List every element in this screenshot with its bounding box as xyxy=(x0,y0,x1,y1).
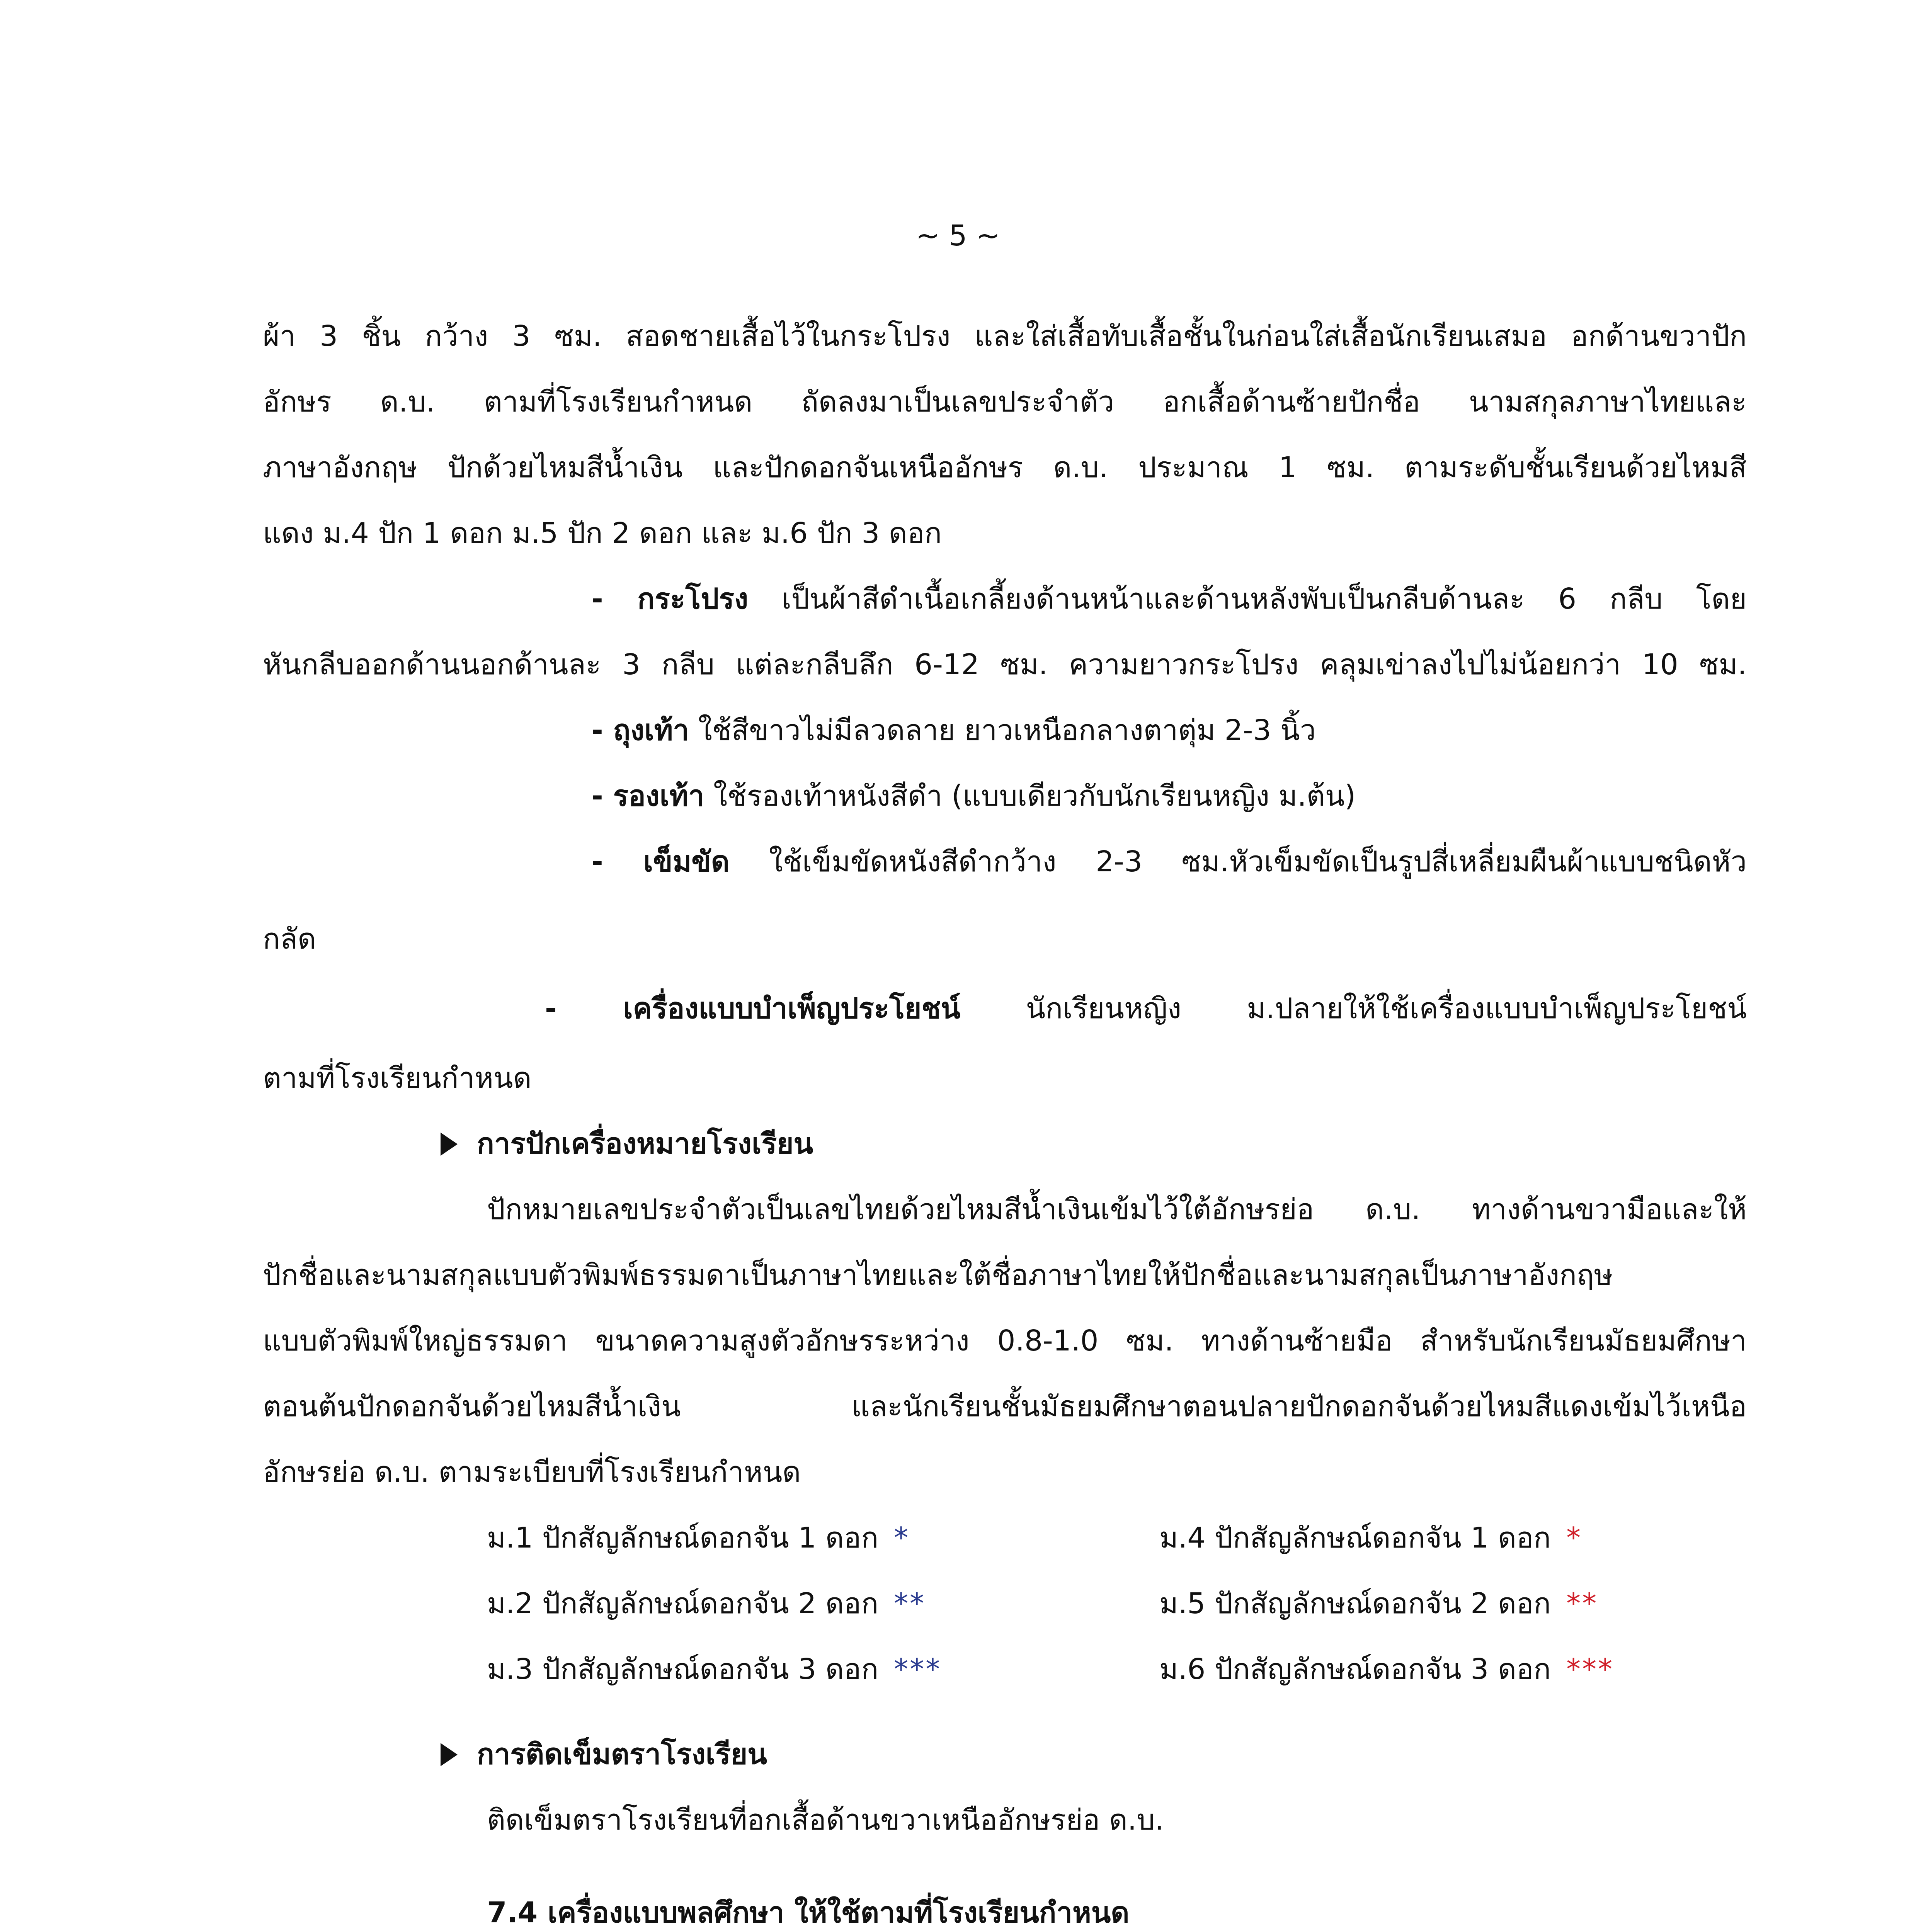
star-row-m6 xyxy=(1159,1650,1614,1689)
badge-heading-text: การติดเข็มตราโรงเรียน xyxy=(477,1738,767,1771)
socks-item xyxy=(591,711,1316,750)
star-row-text: ม.6 ปักสัญลักษณ์ดอกจัน 3 ดอก xyxy=(1159,1653,1551,1686)
blue-stars: * xyxy=(894,1521,910,1554)
badge-heading xyxy=(441,1735,767,1774)
paragraph-line: ตามที่โรงเรียนกำหนด xyxy=(263,1061,532,1095)
star-row-text: ม.3 ปักสัญลักษณ์ดอกจัน 3 ดอก xyxy=(487,1653,879,1686)
star-row-m4 xyxy=(1159,1519,1582,1557)
shoes-label: - รองเท้า xyxy=(591,779,704,813)
paragraph-line: ตอนต้นปักดอกจันด้วยไหมสีน้ำเงิน และนักเรียนชั้นมัธยมศึกษาตอนปลายปักดอกจันด้วยไหมสีแดงเข้มไว้เหนือ xyxy=(263,1390,1747,1423)
star-row-text: ม.1 ปักสัญลักษณ์ดอกจัน 1 ดอก xyxy=(487,1521,879,1554)
paragraph-line: กลัด xyxy=(263,922,316,956)
paragraph-line: ติดเข็มตราโรงเรียนที่อกเสื้อด้านขวาเหนืออักษรย่อ ด.บ. xyxy=(487,1803,1164,1837)
socks-text: ใช้สีขาวไม่มีลวดลาย ยาวเหนือกลางตาตุ่ม 2-3 นิ้ว xyxy=(689,714,1316,747)
blue-stars: *** xyxy=(894,1653,942,1686)
paragraph-line: ผ้า 3 ชิ้น กว้าง 3 ซม. สอดชายเสื้อไว้ในกระโปรง และใส่เสื้อทับเสื้อชั้นในก่อนใส่เสื้อนักเรียนเสมอ อกด้านขวาปัก xyxy=(263,320,1747,353)
star-row-text: ม.4 ปักสัญลักษณ์ดอกจัน 1 ดอก xyxy=(1159,1521,1551,1554)
paragraph-line: ปักหมายเลขประจำตัวเป็นเลขไทยด้วยไหมสีน้ำเงินเข้มไว้ใต้อักษรย่อ ด.บ. ทางด้านขวามือและให้ xyxy=(487,1193,1747,1226)
star-row-m2 xyxy=(487,1584,926,1623)
red-stars: ** xyxy=(1566,1587,1598,1620)
belt-label: - เข็มขัด xyxy=(591,845,730,878)
pe-uniform-heading: 7.4 เครื่องแบบพลศึกษา ให้ใช้ตามที่โรงเรียนกำหนด xyxy=(487,1896,1130,1929)
triangle-bullet-icon xyxy=(441,1743,458,1766)
belt-item xyxy=(591,842,1747,881)
page-number: ~ 5 ~ xyxy=(915,219,1001,252)
star-row-text: ม.5 ปักสัญลักษณ์ดอกจัน 2 ดอก xyxy=(1159,1587,1551,1620)
blue-stars: ** xyxy=(894,1587,926,1620)
shoes-item xyxy=(591,777,1356,815)
red-stars: * xyxy=(1566,1521,1582,1554)
paragraph-line: ปักชื่อและนามสกุลแบบตัวพิมพ์ธรรมดาเป็นภาษาไทยและใต้ชื่อภาษาไทยให้ปักชื่อและนามสกุลเป็นภาษาอังกฤษ xyxy=(263,1259,1613,1292)
paragraph-line: ภาษาอังกฤษ ปักด้วยไหมสีน้ำเงิน และปักดอกจันเหนืออักษร ด.บ. ประมาณ 1 ซม. ตามระดับชั้นเรียนด้วยไหมสี xyxy=(263,451,1747,484)
star-row-text: ม.2 ปักสัญลักษณ์ดอกจัน 2 ดอก xyxy=(487,1587,879,1620)
embroidery-heading-text: การปักเครื่องหมายโรงเรียน xyxy=(477,1127,813,1160)
skirt-item xyxy=(591,580,1747,618)
star-row-m3 xyxy=(487,1650,941,1689)
utility-uniform-text: นักเรียนหญิง ม.ปลายให้ใช้เครื่องแบบบำเพ็ญประโยชน์ xyxy=(960,992,1747,1025)
paragraph-line: อักษรย่อ ด.บ. ตามระเบียบที่โรงเรียนกำหนด xyxy=(263,1456,801,1489)
red-stars: *** xyxy=(1566,1653,1614,1686)
socks-label: - ถุงเท้า xyxy=(591,714,689,747)
star-row-m5 xyxy=(1159,1584,1598,1623)
utility-uniform-label: - เครื่องแบบบำเพ็ญประโยชน์ xyxy=(545,992,961,1025)
paragraph-line: อักษร ด.บ. ตามที่โรงเรียนกำหนด ถัดลงมาเป็นเลขประจำตัว อกเสื้อด้านซ้ายปักชื่อ นามสกุลภาษาไทยและ xyxy=(263,385,1747,418)
skirt-text: เป็นผ้าสีดำเนื้อเกลี้ยงด้านหน้าและด้านหลังพับเป็นกลีบด้านละ 6 กลีบ โดย xyxy=(748,582,1747,616)
paragraph-line: แบบตัวพิมพ์ใหญ่ธรรมดา ขนาดความสูงตัวอักษรระหว่าง 0.8-1.0 ซม. ทางด้านซ้ายมือ สำหรับนักเรียนมัธยมศึกษา xyxy=(263,1324,1747,1357)
star-row-m1 xyxy=(487,1519,910,1557)
shoes-text: ใช้รองเท้าหนังสีดำ (แบบเดียวกับนักเรียนหญิง ม.ต้น) xyxy=(704,779,1356,813)
belt-text: ใช้เข็มขัดหนังสีดำกว้าง 2-3 ซม.หัวเข็มขัดเป็นรูปสี่เหลี่ยมผืนผ้าแบบชนิดหัว xyxy=(729,845,1747,878)
paragraph-line: แดง ม.4 ปัก 1 ดอก ม.5 ปัก 2 ดอก และ ม.6 ปัก 3 ดอก xyxy=(263,517,942,550)
skirt-label: - กระโปรง xyxy=(591,582,749,616)
utility-uniform-item xyxy=(545,989,1747,1028)
paragraph-line: หันกลีบออกด้านนอกด้านละ 3 กลีบ แต่ละกลีบลึก 6-12 ซม. ความยาวกระโปรง คลุมเข่าลงไปไม่น้อยกว่า 10 ซม. xyxy=(263,648,1747,681)
embroidery-heading xyxy=(441,1124,813,1163)
triangle-bullet-icon xyxy=(441,1133,458,1156)
